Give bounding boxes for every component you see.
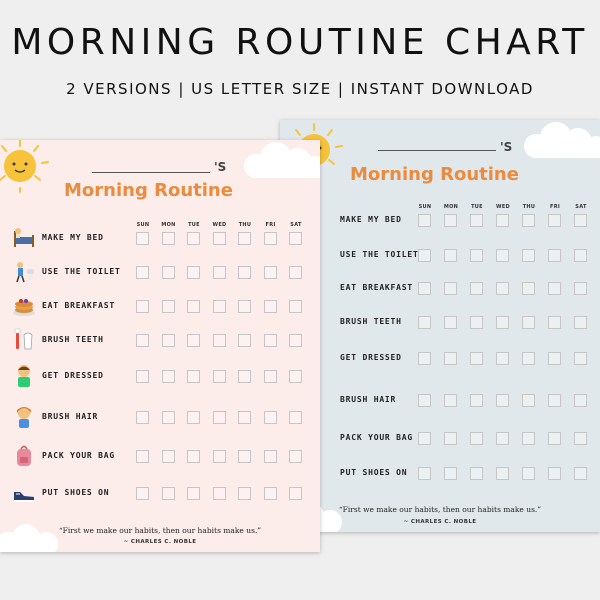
- checkbox-tue[interactable]: [470, 394, 483, 407]
- checkbox-mon[interactable]: [444, 249, 457, 262]
- checkbox-fri[interactable]: [264, 334, 277, 347]
- checkbox-thu[interactable]: [522, 467, 535, 480]
- checkbox-fri[interactable]: [264, 266, 277, 279]
- quote-author: ~ CHARLES C. NOBLE: [403, 519, 477, 525]
- task-label: BRUSH TEETH: [340, 317, 402, 326]
- checkbox-mon[interactable]: [444, 432, 457, 445]
- checkbox-fri[interactable]: [264, 370, 277, 383]
- page-subtitle: 2 VERSIONS | US LETTER SIZE | INSTANT DOWNLOAD: [66, 80, 534, 98]
- pancakes-icon: [12, 293, 36, 319]
- checkbox-wed[interactable]: [213, 232, 226, 245]
- checkbox-mon[interactable]: [162, 334, 175, 347]
- day-header-sat: SAT: [290, 222, 302, 228]
- checkbox-sun[interactable]: [136, 266, 149, 279]
- checkbox-tue[interactable]: [187, 300, 200, 313]
- checkbox-wed[interactable]: [213, 334, 226, 347]
- task-label: PUT SHOES ON: [340, 468, 408, 477]
- checkbox-thu[interactable]: [522, 214, 535, 227]
- checkbox-sun[interactable]: [418, 394, 431, 407]
- checkbox-sun[interactable]: [418, 432, 431, 445]
- cloud-icon: [0, 520, 62, 552]
- checkbox-tue[interactable]: [470, 249, 483, 262]
- checkbox-mon[interactable]: [162, 300, 175, 313]
- checkbox-wed[interactable]: [213, 370, 226, 383]
- day-header-wed: WED: [496, 204, 510, 210]
- checkbox-sat[interactable]: [574, 282, 587, 295]
- checkbox-wed[interactable]: [496, 432, 509, 445]
- checkbox-thu[interactable]: [522, 432, 535, 445]
- checkbox-thu[interactable]: [522, 282, 535, 295]
- checkbox-tue[interactable]: [187, 232, 200, 245]
- checkbox-tue[interactable]: [187, 266, 200, 279]
- day-header-tue: TUE: [471, 204, 483, 210]
- day-header-sat: SAT: [575, 204, 587, 210]
- checkbox-sun[interactable]: [136, 334, 149, 347]
- checkbox-sat[interactable]: [289, 232, 302, 245]
- checkbox-mon[interactable]: [444, 316, 457, 329]
- checkbox-sat[interactable]: [574, 316, 587, 329]
- checkbox-sat[interactable]: [574, 467, 587, 480]
- task-label: PUT SHOES ON: [42, 488, 110, 497]
- checkbox-thu[interactable]: [522, 316, 535, 329]
- task-label: MAKE MY BED: [42, 233, 104, 242]
- checkbox-wed[interactable]: [496, 316, 509, 329]
- checkbox-fri[interactable]: [264, 450, 277, 463]
- checkbox-fri[interactable]: [548, 467, 561, 480]
- checkbox-sun[interactable]: [136, 487, 149, 500]
- checkbox-mon[interactable]: [162, 370, 175, 383]
- pink-version-sheet: [0, 140, 320, 552]
- checkbox-wed[interactable]: [496, 352, 509, 365]
- checkbox-wed[interactable]: [496, 214, 509, 227]
- task-label: USE THE TOILET: [42, 267, 121, 276]
- checkbox-mon[interactable]: [162, 450, 175, 463]
- name-apostrophe: 'S: [500, 140, 513, 154]
- checkbox-sun[interactable]: [418, 214, 431, 227]
- checkbox-fri[interactable]: [548, 249, 561, 262]
- task-label: BRUSH HAIR: [340, 395, 397, 404]
- task-label: BRUSH TEETH: [42, 335, 104, 344]
- checkbox-mon[interactable]: [162, 411, 175, 424]
- quote-text: “First we make our habits, then our habits make us.”: [338, 505, 542, 514]
- checkbox-sun[interactable]: [418, 352, 431, 365]
- checkbox-wed[interactable]: [213, 300, 226, 313]
- checkbox-sat[interactable]: [289, 411, 302, 424]
- checkbox-wed[interactable]: [213, 411, 226, 424]
- checkbox-fri[interactable]: [264, 300, 277, 313]
- checkbox-fri[interactable]: [548, 352, 561, 365]
- checkbox-fri[interactable]: [548, 214, 561, 227]
- checkbox-tue[interactable]: [470, 432, 483, 445]
- checkbox-fri[interactable]: [548, 316, 561, 329]
- name-line: [92, 172, 210, 173]
- checkbox-thu[interactable]: [238, 411, 251, 424]
- checkbox-tue[interactable]: [187, 334, 200, 347]
- day-header-fri: FRI: [549, 204, 561, 210]
- checkbox-thu[interactable]: [238, 450, 251, 463]
- checkbox-thu[interactable]: [522, 394, 535, 407]
- page-title: MORNING ROUTINE CHART: [11, 22, 589, 63]
- checkbox-wed[interactable]: [496, 249, 509, 262]
- checkbox-thu[interactable]: [238, 266, 251, 279]
- checkbox-wed[interactable]: [213, 266, 226, 279]
- checkbox-sun[interactable]: [418, 467, 431, 480]
- checkbox-sat[interactable]: [574, 432, 587, 445]
- day-header-mon: MON: [443, 204, 459, 210]
- checkbox-sun[interactable]: [418, 316, 431, 329]
- checkbox-sun[interactable]: [136, 300, 149, 313]
- checkbox-sun[interactable]: [418, 249, 431, 262]
- toilet-icon: [12, 259, 36, 285]
- hairbrush-kid-icon: [12, 404, 36, 430]
- day-header-sun: SUN: [418, 204, 432, 210]
- routine-title: Morning Routine: [64, 180, 233, 201]
- checkbox-thu[interactable]: [522, 352, 535, 365]
- checkbox-thu[interactable]: [238, 300, 251, 313]
- checkbox-sat[interactable]: [289, 266, 302, 279]
- checkbox-wed[interactable]: [213, 450, 226, 463]
- sun-icon: [0, 140, 52, 198]
- checkbox-tue[interactable]: [187, 411, 200, 424]
- checkbox-fri[interactable]: [548, 282, 561, 295]
- checkbox-fri[interactable]: [264, 232, 277, 245]
- task-label: MAKE MY BED: [340, 215, 402, 224]
- checkbox-sat[interactable]: [574, 249, 587, 262]
- cloud-icon: [516, 120, 600, 160]
- checkbox-mon[interactable]: [444, 467, 457, 480]
- checkbox-wed[interactable]: [496, 467, 509, 480]
- checkbox-sat[interactable]: [289, 370, 302, 383]
- day-header-thu: THU: [238, 222, 252, 228]
- task-label: EAT BREAKFAST: [340, 283, 414, 292]
- checkbox-mon[interactable]: [444, 214, 457, 227]
- checkbox-thu[interactable]: [238, 334, 251, 347]
- checkbox-tue[interactable]: [470, 316, 483, 329]
- day-header-sun: SUN: [136, 222, 150, 228]
- day-header-tue: TUE: [188, 222, 200, 228]
- checkbox-wed[interactable]: [496, 282, 509, 295]
- day-header-wed: WED: [212, 222, 227, 228]
- checkbox-fri[interactable]: [264, 487, 277, 500]
- checkbox-fri[interactable]: [548, 394, 561, 407]
- checkbox-tue[interactable]: [187, 450, 200, 463]
- checkbox-tue[interactable]: [470, 282, 483, 295]
- task-label: PACK YOUR BAG: [42, 451, 116, 460]
- checkbox-sun[interactable]: [136, 370, 149, 383]
- checkbox-sun[interactable]: [136, 450, 149, 463]
- checkbox-mon[interactable]: [162, 232, 175, 245]
- checkbox-wed[interactable]: [496, 394, 509, 407]
- checkbox-wed[interactable]: [213, 487, 226, 500]
- checkbox-sun[interactable]: [136, 411, 149, 424]
- checkbox-mon[interactable]: [444, 394, 457, 407]
- checkbox-fri[interactable]: [548, 432, 561, 445]
- checkbox-mon[interactable]: [162, 266, 175, 279]
- checkbox-sat[interactable]: [289, 300, 302, 313]
- task-label: USE THE TOILET: [340, 250, 419, 259]
- checkbox-tue[interactable]: [470, 467, 483, 480]
- checkbox-thu[interactable]: [238, 487, 251, 500]
- checkbox-mon[interactable]: [162, 487, 175, 500]
- checkbox-sat[interactable]: [289, 334, 302, 347]
- name-line: [378, 150, 496, 151]
- checkbox-mon[interactable]: [444, 282, 457, 295]
- day-header-fri: FRI: [265, 222, 276, 228]
- task-label: EAT BREAKFAST: [42, 301, 116, 310]
- bed-icon: [12, 225, 36, 251]
- checkbox-tue[interactable]: [187, 487, 200, 500]
- checkbox-fri[interactable]: [264, 411, 277, 424]
- routine-title: Morning Routine: [350, 164, 519, 185]
- checkbox-tue[interactable]: [470, 214, 483, 227]
- checkbox-thu[interactable]: [238, 232, 251, 245]
- backpack-icon: [12, 443, 36, 469]
- name-apostrophe: 'S: [214, 160, 227, 174]
- dressing-kid-icon: [12, 363, 36, 389]
- task-label: GET DRESSED: [42, 371, 104, 380]
- cloud-icon: [236, 140, 320, 180]
- task-label: BRUSH HAIR: [42, 412, 99, 421]
- checkbox-mon[interactable]: [444, 352, 457, 365]
- day-header-thu: THU: [522, 204, 536, 210]
- checkbox-thu[interactable]: [522, 249, 535, 262]
- checkbox-sat[interactable]: [289, 487, 302, 500]
- checkbox-sat[interactable]: [289, 450, 302, 463]
- shoes-icon: [12, 480, 36, 506]
- checkbox-sat[interactable]: [574, 214, 587, 227]
- quote-author: ~ CHARLES C. NOBLE: [123, 539, 197, 545]
- checkbox-sat[interactable]: [574, 352, 587, 365]
- day-header-mon: MON: [161, 222, 176, 228]
- toothbrush-icon: [12, 327, 36, 353]
- checkbox-tue[interactable]: [470, 352, 483, 365]
- task-label: PACK YOUR BAG: [340, 433, 414, 442]
- checkbox-sun[interactable]: [136, 232, 149, 245]
- checkbox-sun[interactable]: [418, 282, 431, 295]
- checkbox-tue[interactable]: [187, 370, 200, 383]
- checkbox-sat[interactable]: [574, 394, 587, 407]
- checkbox-thu[interactable]: [238, 370, 251, 383]
- blue-version-sheet: [280, 120, 600, 532]
- task-label: GET DRESSED: [340, 353, 402, 362]
- quote-text: “First we make our habits, then our habits make us.”: [58, 526, 262, 535]
